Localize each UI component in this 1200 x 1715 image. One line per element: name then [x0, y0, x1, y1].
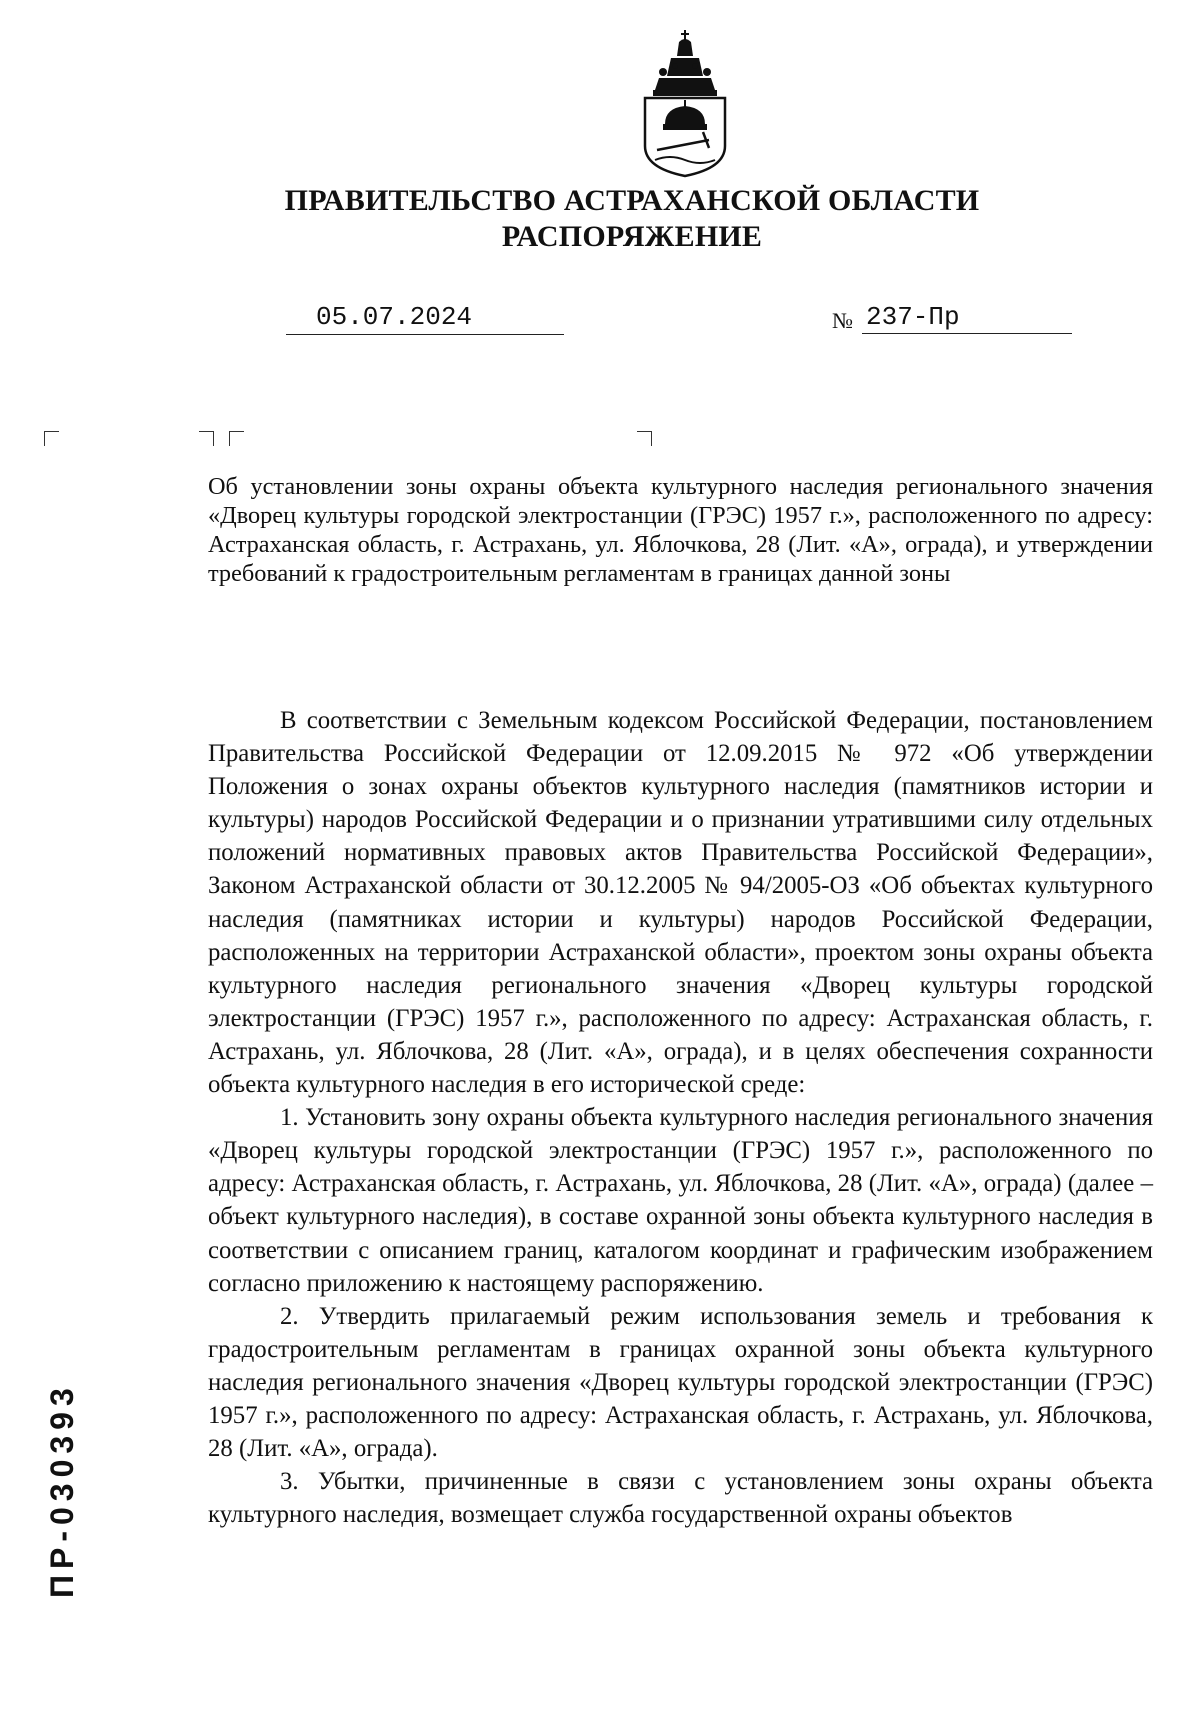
preamble-paragraph: В соответствии с Земельным кодексом Российской Федерации, постановлением Правительства Российской Федерации от 12.09.2015 № 972 «Об утверждении Положения о зонах охраны объектов культурного наследия (памятников истории и культуры) народов Российской Федерации и о признании утратившими силу отдельных положений нормативных правовых актов Правительства Российской Федерации», Законом Астраханской области от 30.12.2005 № 94/2005-ОЗ «Об объектах культурного наследия (памятниках истории и культуры) народов Российской Федерации, расположенных на территории Астраханской области», проектом зоны охраны объекта культурного наследия регионального значения «Дворец культуры городской электростанции (ГРЭС) 1957 г.», расположенного по адресу: Астраханская область, г. Астрахань, ул. Яблочкова, 28 (Лит. «А», ограда), и в целях обеспечения сохранности объекта культурного наследия в его исторической среде:	[208, 707, 1153, 1099]
document-subject: Об установлении зоны охраны объекта культурного наследия регионального значения «Дворец культуры городской электростанции (ГРЭС) 1957 г.», расположенного по адресу: Астраханская область, г. Астрахань, ул. Яблочкова, 28 (Лит. «А», ограда), и утверждении требований к градостроительным регламентам в границах данной зоны	[208, 473, 1153, 587]
item-2-paragraph: 2. Утвердить прилагаемый режим использования земель и требования к градостроительным регламентам в границах охранной зоны объекта культурного наследия регионального значения «Дворец культуры городской электростанции (ГРЭС) 1957 г.», расположенного по адресу: Астраханская область, г. Астрахань, ул. Яблочкова, 28 (Лит. «А», ограда).	[208, 1302, 1153, 1463]
number-sign: №	[832, 308, 853, 333]
bracket-corner-mid-right	[199, 431, 214, 446]
organization-title: ПРАВИТЕЛЬСТВО АСТРАХАНСКОЙ ОБЛАСТИ	[284, 184, 980, 217]
astrakhan-coat-of-arms-icon	[635, 28, 735, 178]
item-1-paragraph: 1. Установить зону охраны объекта культурного наследия регионального значения «Дворец культуры городской электростанции (ГРЭС) 1957 г.», расположенного по адресу: Астраханская область, г. Астрахань, ул. Яблочкова, 28 (Лит. «А», ограда) (далее – объект культурного наследия), в составе охранной зоны объекта культурного наследия в соответствии с описанием границ, каталогом координат и графическим изображением согласно приложению к настоящему распоряжению.	[208, 1104, 1153, 1297]
document-number-field	[832, 302, 1072, 334]
bracket-corner-right	[637, 431, 652, 446]
number-underline	[862, 333, 1072, 334]
document-type-title: РАСПОРЯЖЕНИЕ	[501, 220, 763, 253]
bracket-corner-left	[44, 431, 59, 446]
document-date-field	[286, 302, 564, 335]
side-registration-code: ПР-030393	[44, 1382, 80, 1598]
document-body	[208, 704, 1153, 1531]
item-3-paragraph: 3. Убытки, причиненные в связи с установлением зоны охраны объекта культурного наследия, возмещает служба государственной охраны объектов	[208, 1468, 1153, 1529]
bracket-corner-mid-left	[229, 431, 244, 446]
document-number: 237-Пр	[866, 302, 960, 332]
document-date: 05.07.2024	[316, 302, 473, 332]
